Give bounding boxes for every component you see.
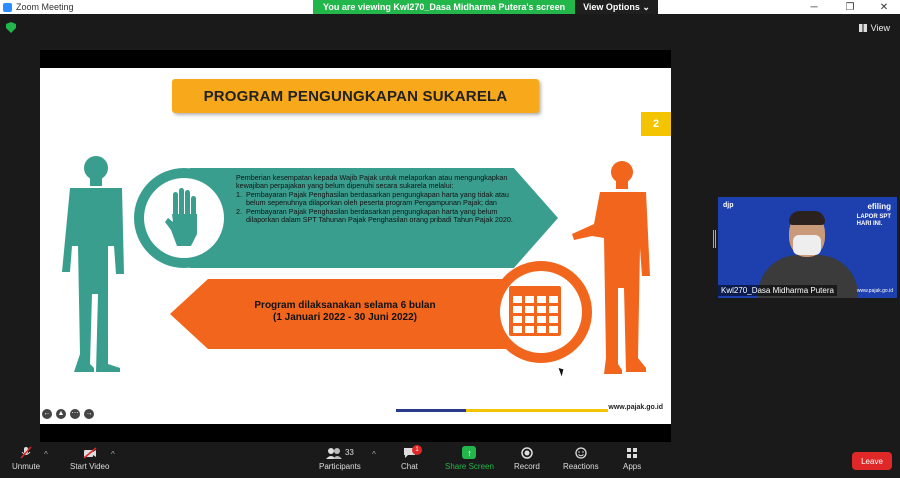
share-screen-icon: ↑ [462,446,476,459]
unmute-label: Unmute [12,462,41,471]
list-item-number: 2. [236,206,242,216]
unmute-button[interactable] [12,446,40,471]
orange-body-text [235,300,455,324]
list-item-text: Pembayaran Pajak Penghasilan berdasarkan pengungkapan harta yang tidak atau belum sepenuhnya dilaporkan oleh peserta program Pengampunan Pajak; dan [246,189,509,208]
participants-caret-icon[interactable]: ^ [372,450,376,459]
promo-line-2: HARI INI. [856,221,883,227]
share-screen-button[interactable] [445,446,494,471]
calendar-cell [537,326,546,333]
slide-page-number: 2 [641,112,671,136]
video-off-icon [83,446,97,459]
calendar-cell [537,316,546,323]
more-icon[interactable]: ⋯ [71,410,79,417]
view-options-button[interactable]: View Options ⌄ [575,0,658,15]
calendar-cell [513,306,522,313]
chat-unread-badge: 1 [412,445,422,455]
security-shield-icon[interactable] [6,22,16,33]
slide-nav-controls [42,409,94,419]
record-label: Record [514,462,540,471]
slide-footer-bar [396,409,608,412]
mouse-cursor-icon [559,367,566,377]
window-title: Zoom Meeting [16,2,74,12]
pointer-icon[interactable]: ▲ [57,410,65,417]
video-url-text: www.pajak.go.id [856,288,893,294]
calendar-cell [549,296,558,303]
leave-button[interactable]: Leave [852,452,892,470]
green-intro: Pemberian kesempatan kepada Wajib Pajak untuk melaporkan atau mengungkapkan kewajiban perpajakan yang belum dipenuhi secara sukarela melalui: [236,173,508,191]
calendar-cell [513,316,522,323]
djp-logo: djp [723,202,734,209]
calendar-cell [513,296,522,303]
view-label: View [870,23,890,33]
calendar-cell [537,306,546,313]
close-button[interactable]: ✕ [879,1,889,13]
shared-screen [40,50,671,443]
participant-video-tile[interactable] [718,197,897,298]
green-body-text [236,174,516,224]
participant-name-tag: Kwl270_Dasa Midharma Putera [718,285,837,296]
calendar-cell [525,326,534,333]
meeting-area [0,14,900,442]
next-slide-icon[interactable]: → [85,410,93,417]
calendar-cell [537,296,546,303]
businessman-right-silhouette [572,158,652,374]
efiling-logo: efiling [867,202,891,211]
participant-hair [789,211,825,225]
participant-count: 33 [344,448,354,457]
view-button[interactable] [859,23,890,33]
calendar-cell [525,316,534,323]
presentation-slide [40,68,671,424]
apps-icon [625,446,639,459]
calendar-icon [509,286,561,336]
apps-label: Apps [623,462,642,471]
list-item [236,208,516,225]
record-button[interactable] [514,446,540,471]
calendar-cell [549,326,558,333]
participant-mask [793,235,821,255]
list-item-text: Pembayaran Pajak Penghasilan berdasarkan pengungkapan harta yang belum dilaporkan dalam SPT Tahunan Pajak Penghasilan orang pribadi Tahun Pajak 2020. [246,206,513,225]
list-item [236,191,516,208]
calendar-cell [549,306,558,313]
video-options-caret-icon[interactable]: ^ [111,450,115,459]
start-video-label: Start Video [70,462,110,471]
record-icon [520,446,534,459]
prev-slide-icon[interactable]: ← [43,410,51,417]
list-item-number: 1. [236,189,242,199]
minimize-button[interactable]: ─ [810,1,818,13]
muted-mic-icon [19,446,33,459]
slide-title: PROGRAM PENGUNGKAPAN SUKARELA [203,87,508,105]
panel-resize-handle[interactable] [713,230,716,248]
businessman-left-silhouette [58,154,128,374]
calendar-cell [549,316,558,323]
participants-button[interactable] [319,446,361,471]
reactions-label: Reactions [563,462,599,471]
stop-hand-icon [165,186,203,248]
start-video-button[interactable] [70,446,109,471]
program-duration-text: Program dilaksanakan selama 6 bulan [254,300,436,311]
audio-options-caret-icon[interactable]: ^ [44,450,48,459]
calendar-cell [525,296,534,303]
zoom-app-icon [3,3,12,12]
share-screen-label: Share Screen [445,462,494,471]
program-dates-text: (1 Januari 2022 - 30 Juni 2022) [273,312,417,323]
apps-button[interactable] [623,446,641,471]
meeting-toolbar [0,442,900,478]
promo-line-1: LAPOR SPT [856,214,891,220]
reactions-button[interactable] [563,446,599,471]
promo-text [857,214,891,228]
slide-footer-url: www.pajak.go.id [608,404,663,411]
calendar-cell [513,326,522,333]
chat-label: Chat [401,462,418,471]
restore-button[interactable]: ❐ [845,1,855,13]
participants-icon [320,446,360,459]
share-banner [313,0,658,15]
grid-view-icon [859,24,867,32]
participants-label: Participants [319,462,361,471]
calendar-cell [525,306,534,313]
slide-title-box [172,79,539,113]
viewing-screen-label: You are viewing Kwl270_Dasa Midharma Putera's screen [313,0,575,15]
smiley-icon [574,446,588,459]
